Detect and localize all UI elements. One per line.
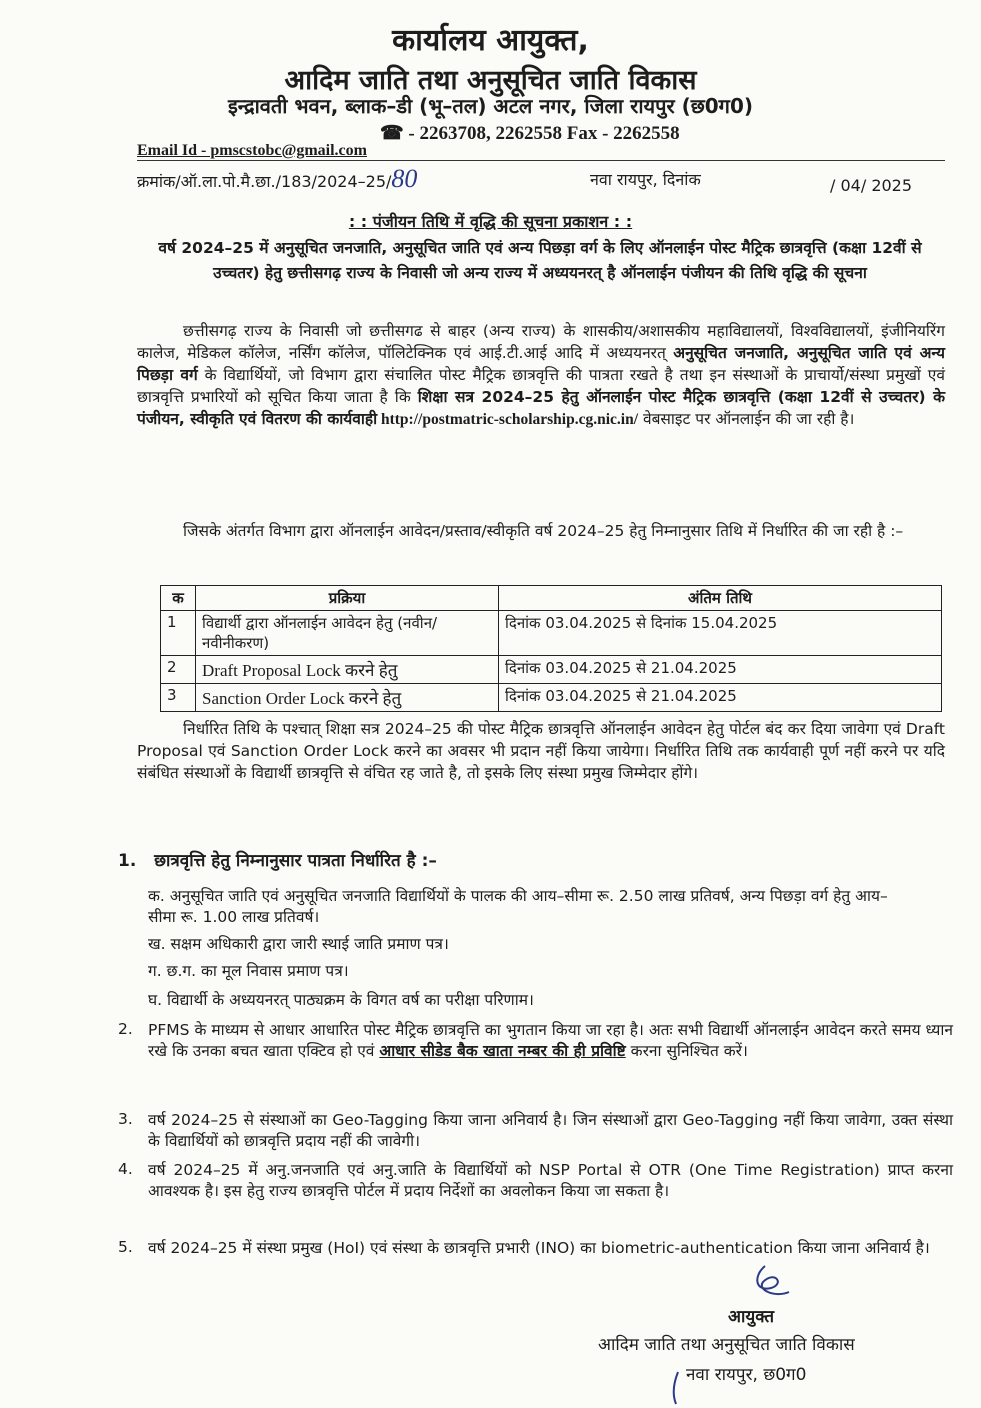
intro-session: शिक्षा सत्र 2024–25 हेतु ऑनलाईन पोस्ट मैट्रिक छात्रवृत्ति (कक्षा 12वीं से उच्चतर) के पंजीयन, स्वीकृति एवं वितरण की कार्यवाही xyxy=(137,388,945,428)
pfms-text-c: करना सुनिश्चित करें। xyxy=(625,1042,748,1060)
point-number: 4. xyxy=(118,1160,133,1178)
eligibility-item-c: ग. छ.ग. का मूल निवास प्रमाण पत्र। xyxy=(148,962,349,980)
eligibility-item-a: क. अनुसूचित जाति एवं अनुसूचित जनजाति विद्यार्थियों के पालक की आय–सीमा रू. 2.50 लाख प्रतिवर्ष, अन्य पिछड़ा वर्ग हेतु आय–सीमा रू. 1.00 लाख प्रतिवर्ष। xyxy=(148,887,888,926)
reference-date: / 04/ 2025 xyxy=(830,176,913,195)
notice-title xyxy=(0,210,981,232)
email-line: Email Id - pmscstobc@gmail.com xyxy=(137,142,367,159)
row-date: दिनांक 03.04.2025 से दिनांक 15.04.2025 xyxy=(499,611,942,656)
department-name: आदिम जाति तथा अनुसूचित जाति विकास xyxy=(284,65,697,96)
signatory-title: आयुक्त xyxy=(728,1307,775,1327)
paragraph-deadline-warning: निर्धारित तिथि के पश्चात् शिक्षा सत्र 2024–25 की पोस्ट मैट्रिक छात्रवृत्ति ऑनलाईन आवेदन हेतु पोर्टल बंद कर दिया जावेगा एवं Draft Proposal एवं Sanction Order Lock करने का अवसर भी प्रदान नहीं किया जायेगा। निर्धारित तिथि तक कार्यवाही पूर्ण नहीं करने पर यदि संबंधित संस्थाओं के विद्यार्थी छात्रवृत्ति से वंचित रह जाते है, तो इसके लिए संस्था प्रमुख जिम्मेदार होंगे। xyxy=(137,720,945,782)
portal-url[interactable]: http://postmatric-scholarship.cg.nic.in/ xyxy=(377,411,639,428)
point-number: 5. xyxy=(118,1238,133,1256)
pen-stroke-mark xyxy=(668,1368,688,1408)
eligibility-item-d: घ. विद्यार्थी के अध्ययनरत् पाठ्यक्रम के विगत वर्ष का परीक्षा परिणाम। xyxy=(148,991,534,1009)
row-process: विद्यार्थी द्वारा ऑनलाईन आवेदन हेतु (नवीन/ नवीनीकरण) xyxy=(196,611,499,656)
header-process: प्रक्रिया xyxy=(196,586,499,611)
point-pfms xyxy=(148,1020,953,1062)
eligibility-title: छात्रवृत्ति हेतु निम्नानुसार पात्रता निर्धारित है :– xyxy=(154,851,437,871)
point-number: 1. xyxy=(118,851,137,871)
intro-text-c: के विद्यार्थियों, जो विभाग द्वारा संचालित पोस्ट मैट्रिक छात्रवृत्ति की पात्रता रखते है तथा इन संस्थाओं के प्राचार्यो/संस्था प्रमुखों एवं छात्रवृत्ति प्रभारियों को सूचित किया जाता है कि xyxy=(137,366,946,406)
schedule-table xyxy=(160,585,942,712)
row-date: दिनांक 03.04.2025 से 21.04.2025 xyxy=(499,656,942,684)
row-serial: 2 xyxy=(161,656,196,684)
table-row xyxy=(161,611,942,656)
row-serial: 3 xyxy=(161,684,196,712)
point-biometric: वर्ष 2024–25 में संस्था प्रमुख (HoI) एवं संस्था के छात्रवृत्ति प्रभारी (INO) का biometric-authentication किया जाना अनिवार्य है। xyxy=(148,1239,930,1257)
point-geo-tagging: वर्ष 2024–25 से संस्थाओं का Geo-Tagging किया जाना अनिवार्य है। जिन संस्थाओं द्वारा Geo-Tagging नहीं किया जावेगा, उक्त संस्था के विद्यार्थियों को छात्रवृत्ति प्रदाय नहीं की जावेगी। xyxy=(148,1111,953,1150)
reference-prefix: क्रमांक/ऑ.ला.पो.मै.छा./183/2024–25/ xyxy=(137,172,392,191)
point-number: 2. xyxy=(118,1020,133,1038)
subject-heading: वर्ष 2024–25 में अनुसूचित जनजाति, अनुसूचित जाति एवं अन्य पिछड़ा वर्ग के लिए ऑनलाईन पोस्ट मैट्रिक छात्रवृत्ति (कक्षा 12वीं से उच्चतर) हेतु छत्तीसगढ़ राज्य के निवासी जो अन्य राज्य में अध्ययनरत् है ऑनलाईन पंजीयन की तिथि वृद्धि की सूचना xyxy=(158,239,922,282)
office-title: कार्यालय आयुक्त, xyxy=(392,23,589,58)
reference-number xyxy=(137,164,417,194)
intro-text-a: छत्तीसगढ़ राज्य के निवासी जो छत्तीसगढ से बाहर (अन्य राज्य) के शासकीय/अशासकीय महाविद्यालयों, विश्वविद्यालयों, इंजीनियरिंग कालेज, मेडिकल कॉलेज, नर्सिंग कॉलेज, पॉलिटेक्निक एवं आई.टी.आई आदि में अध्ययनरत् xyxy=(137,322,945,362)
office-address: इन्द्रावती भवन, ब्लाक–डी (भू–तल) अटल नगर, जिला रायपुर (छ0ग0) xyxy=(227,94,753,118)
header-last-date: अंतिम तिथि xyxy=(499,586,942,611)
row-process: Sanction Order Lock करने हेतु xyxy=(196,684,499,712)
notice-title-text: : : पंजीयन तिथि में वृद्धि की सूचना प्रकाशन : : xyxy=(348,212,633,231)
row-date: दिनांक 03.04.2025 से 21.04.2025 xyxy=(499,684,942,712)
reference-place: नवा रायपुर, दिनांक xyxy=(590,170,701,189)
table-row xyxy=(161,684,942,712)
signature-mark xyxy=(745,1262,805,1302)
header-serial: क xyxy=(161,586,196,611)
table-row xyxy=(161,656,942,684)
pfms-text-a: PFMS के माध्यम से आधार आधारित पोस्ट मैट्रिक छात्रवृत्ति का भुगतान किया जा रहा है। अतः सभी विद्यार्थी ऑनलाईन आवेदन करते समय ध्यान रखे कि उनका बचत खाता एक्टिव हो एवं xyxy=(148,1021,953,1060)
row-serial: 1 xyxy=(161,611,196,656)
row-process: Draft Proposal Lock करने हेतु xyxy=(196,656,499,684)
point-number: 3. xyxy=(118,1110,133,1128)
intro-text-e: वेबसाइट पर ऑनलाईन की जा रही है। xyxy=(638,410,855,428)
reference-handwritten-number: 80 xyxy=(391,164,418,193)
eligibility-heading xyxy=(118,848,437,871)
table-header-row xyxy=(161,586,942,611)
paragraph-intro xyxy=(137,320,945,431)
paragraph-schedule-intro: जिसके अंतर्गत विभाग द्वारा ऑनलाईन आवेदन/प्रस्ताव/स्वीकृति वर्ष 2024–25 हेतु निम्नानुसार तिथि में निर्धारित की जा रही है :– xyxy=(183,522,904,540)
header-divider xyxy=(137,160,945,161)
signatory-place: नवा रायपुर, छ0ग0 xyxy=(686,1365,807,1385)
point-nsp-otr: वर्ष 2024–25 में अनु.जनजाति एवं अनु.जाति के विद्यार्थियों को NSP Portal से OTR (One Time Registration) प्राप्त करना आवश्यक है। इस हेतु राज्य छात्रवृत्ति पोर्टल में प्रदाय निर्देशों का अवलोकन किया जा सकता है। xyxy=(148,1161,953,1200)
signatory-department: आदिम जाति तथा अनुसूचित जाति विकास xyxy=(598,1335,855,1355)
contact-numbers: ☎ - 2263708, 2262558 Fax - 2262558 xyxy=(380,123,680,144)
intro-categories: अनुसूचित जनजाति, अनुसूचित जाति एवं अन्य पिछड़ा वर्ग xyxy=(137,344,945,384)
eligibility-item-b: ख. सक्षम अधिकारी द्वारा जारी स्थाई जाति प्रमाण पत्र। xyxy=(148,935,449,953)
pfms-aadhaar-seeded: आधार सीडेड बैक खाता नम्बर की ही प्रविष्टि xyxy=(379,1042,626,1060)
